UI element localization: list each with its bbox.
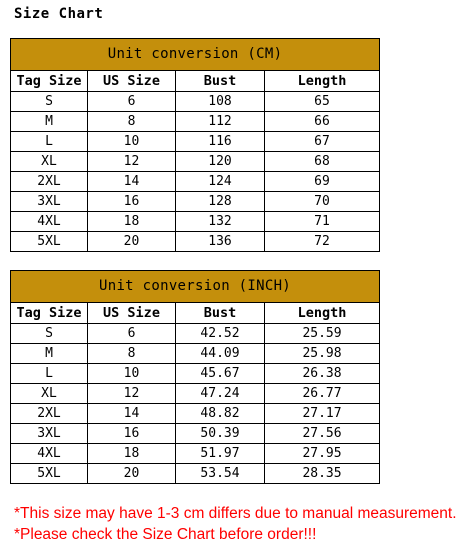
column-header-length: Length — [265, 303, 380, 324]
table-row — [11, 344, 380, 364]
table-body-inch — [11, 324, 380, 484]
table-body-cm — [11, 92, 380, 252]
table-row — [11, 364, 380, 384]
table-row — [11, 232, 380, 252]
cell-length: 27.95 — [265, 444, 380, 464]
table-row — [11, 132, 380, 152]
order-note: *Please check the Size Chart before order!!! — [14, 526, 317, 543]
cell-bust: 45.67 — [176, 364, 265, 384]
column-header-bust: Bust — [176, 303, 265, 324]
cell-tag-size: XL — [11, 384, 88, 404]
table-row — [11, 172, 380, 192]
table-row — [11, 192, 380, 212]
column-header-bust: Bust — [176, 71, 265, 92]
cell-tag-size: 4XL — [11, 444, 88, 464]
size-table-cm — [10, 38, 380, 252]
cell-length: 26.77 — [265, 384, 380, 404]
cell-bust: 136 — [176, 232, 265, 252]
cell-us-size: 16 — [88, 424, 176, 444]
table-heading-cm: Unit conversion (CM) — [11, 39, 380, 71]
cell-us-size: 14 — [88, 404, 176, 424]
table-row — [11, 324, 380, 344]
cell-bust: 50.39 — [176, 424, 265, 444]
column-header-length: Length — [265, 71, 380, 92]
table-row — [11, 404, 380, 424]
table-row — [11, 424, 380, 444]
cell-bust: 124 — [176, 172, 265, 192]
table-row — [11, 464, 380, 484]
cell-length: 66 — [265, 112, 380, 132]
cell-us-size: 6 — [88, 324, 176, 344]
cell-us-size: 12 — [88, 384, 176, 404]
cell-length: 25.59 — [265, 324, 380, 344]
cell-tag-size: 3XL — [11, 424, 88, 444]
cell-tag-size: XL — [11, 152, 88, 172]
cell-tag-size: S — [11, 324, 88, 344]
cell-tag-size: 3XL — [11, 192, 88, 212]
cell-tag-size: 5XL — [11, 232, 88, 252]
cell-length: 67 — [265, 132, 380, 152]
cell-bust: 47.24 — [176, 384, 265, 404]
cell-bust: 120 — [176, 152, 265, 172]
column-header-us-size: US Size — [88, 303, 176, 324]
cell-tag-size: 2XL — [11, 404, 88, 424]
cell-us-size: 8 — [88, 344, 176, 364]
cell-bust: 53.54 — [176, 464, 265, 484]
size-table-inch — [10, 270, 380, 484]
cell-us-size: 18 — [88, 444, 176, 464]
cell-length: 28.35 — [265, 464, 380, 484]
cell-tag-size: L — [11, 364, 88, 384]
cell-bust: 112 — [176, 112, 265, 132]
cell-bust: 132 — [176, 212, 265, 232]
column-header-us-size: US Size — [88, 71, 176, 92]
cell-tag-size: M — [11, 344, 88, 364]
table-heading-inch: Unit conversion (INCH) — [11, 271, 380, 303]
cell-tag-size: 4XL — [11, 212, 88, 232]
cell-length: 71 — [265, 212, 380, 232]
measurement-note: *This size may have 1-3 cm differs due to manual measurement. — [14, 505, 457, 522]
cell-length: 27.56 — [265, 424, 380, 444]
cell-bust: 108 — [176, 92, 265, 112]
cell-us-size: 10 — [88, 132, 176, 152]
cell-us-size: 12 — [88, 152, 176, 172]
table-row — [11, 444, 380, 464]
cell-us-size: 10 — [88, 364, 176, 384]
cell-tag-size: 5XL — [11, 464, 88, 484]
cell-length: 70 — [265, 192, 380, 212]
cell-length: 68 — [265, 152, 380, 172]
cell-us-size: 16 — [88, 192, 176, 212]
cell-tag-size: S — [11, 92, 88, 112]
cell-bust: 48.82 — [176, 404, 265, 424]
cell-length: 27.17 — [265, 404, 380, 424]
cell-us-size: 18 — [88, 212, 176, 232]
cell-bust: 116 — [176, 132, 265, 152]
column-header-tag-size: Tag Size — [11, 303, 88, 324]
cell-bust: 128 — [176, 192, 265, 212]
cell-bust: 42.52 — [176, 324, 265, 344]
cell-bust: 44.09 — [176, 344, 265, 364]
table-row — [11, 112, 380, 132]
cell-length: 72 — [265, 232, 380, 252]
table-row — [11, 152, 380, 172]
cell-length: 26.38 — [265, 364, 380, 384]
cell-length: 25.98 — [265, 344, 380, 364]
cell-bust: 51.97 — [176, 444, 265, 464]
table-row — [11, 92, 380, 112]
cell-us-size: 20 — [88, 464, 176, 484]
cell-us-size: 6 — [88, 92, 176, 112]
cell-length: 65 — [265, 92, 380, 112]
cell-us-size: 14 — [88, 172, 176, 192]
cell-length: 69 — [265, 172, 380, 192]
page-title: Size Chart — [14, 6, 104, 22]
cell-us-size: 20 — [88, 232, 176, 252]
cell-tag-size: M — [11, 112, 88, 132]
column-header-tag-size: Tag Size — [11, 71, 88, 92]
cell-us-size: 8 — [88, 112, 176, 132]
table-row — [11, 212, 380, 232]
cell-tag-size: 2XL — [11, 172, 88, 192]
cell-tag-size: L — [11, 132, 88, 152]
table-row — [11, 384, 380, 404]
